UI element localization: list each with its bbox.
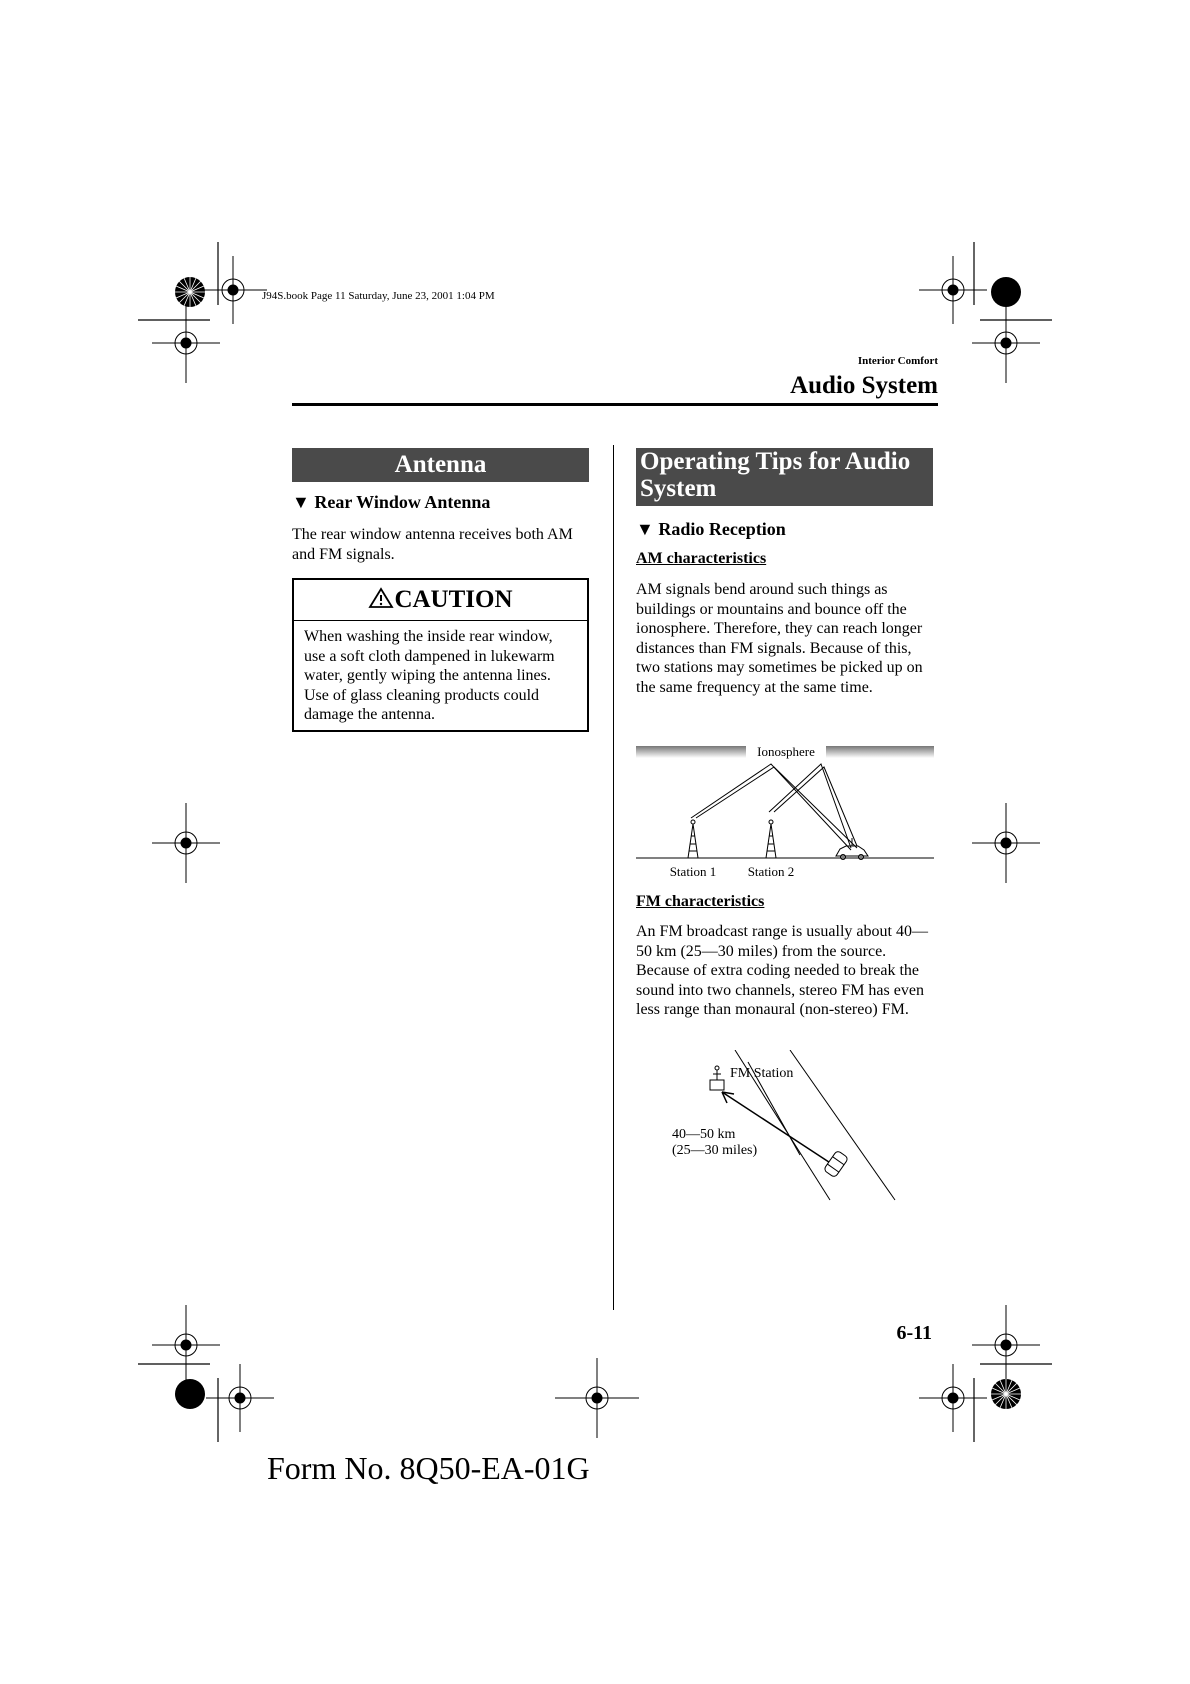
triangle-marker-icon: ▼ xyxy=(636,519,654,539)
column-divider xyxy=(613,445,614,1310)
range-km-label: 40—50 km xyxy=(672,1127,736,1142)
triangle-marker-icon: ▼ xyxy=(292,492,310,512)
am-diagram xyxy=(636,740,934,880)
antenna-heading: Antenna xyxy=(292,448,589,482)
header-rule xyxy=(292,403,938,406)
ionosphere-label: Ionosphere xyxy=(757,744,815,759)
page-title: Audio System xyxy=(790,372,938,399)
operating-tips-heading: Operating Tips for Audio System xyxy=(636,448,933,506)
fm-body: An FM broadcast range is usually about 40—50 km (25—30 miles) from the source. Because of extra coding needed to break the sound into two channels, stereo FM has even less range than monaural (non-stereo) FM. xyxy=(636,923,928,1018)
caution-box xyxy=(292,578,589,732)
section-label: Interior Comfort xyxy=(857,355,938,367)
station1-label: Station 1 xyxy=(669,864,717,879)
form-number: Form No. 8Q50-EA-01G xyxy=(267,1450,590,1486)
station2-label: Station 2 xyxy=(747,864,795,879)
station1-wave xyxy=(691,764,851,850)
station2-tower-icon xyxy=(766,820,776,858)
car-icon xyxy=(823,1150,848,1178)
warning-triangle-icon xyxy=(368,586,394,613)
fm-diagram xyxy=(660,1050,910,1205)
rear-window-antenna-heading xyxy=(292,492,490,513)
rear-window-antenna-label: Rear Window Antenna xyxy=(314,492,491,512)
fm-station-icon xyxy=(710,1066,724,1090)
am-body: AM signals bend around such things as buildings or mountains and bounce off the ionosphere. Therefore, they can reach longer distances than FM signals. Because of this, two stations may sometimes be picked up on the same frequency at the same time. xyxy=(636,581,923,696)
fm-heading: FM characteristics xyxy=(636,893,765,910)
antenna-body: The rear window antenna receives both AM and FM signals. xyxy=(292,526,573,563)
road-edge-right xyxy=(790,1050,895,1200)
am-heading: AM characteristics xyxy=(636,550,767,567)
station1-tower-icon xyxy=(688,820,698,858)
fm-station-label: FM Station xyxy=(730,1066,794,1081)
radio-reception-label: Radio Reception xyxy=(658,519,786,539)
radio-reception-heading xyxy=(636,519,786,540)
range-miles-label: (25—30 miles) xyxy=(672,1143,758,1158)
print-info-line: J94S.book Page 11 Saturday, June 23, 2001 1:04 PM xyxy=(262,290,495,302)
caution-text: When washing the inside rear window, use a soft cloth dampened in lukewarm water, gently wiping the antenna lines. Use of glass cleaning products could damage the antenna. xyxy=(304,628,555,723)
car-icon xyxy=(836,838,868,860)
page-number: 6-11 xyxy=(896,1322,932,1344)
caution-header xyxy=(294,580,587,621)
caution-title: CAUTION xyxy=(394,586,513,613)
